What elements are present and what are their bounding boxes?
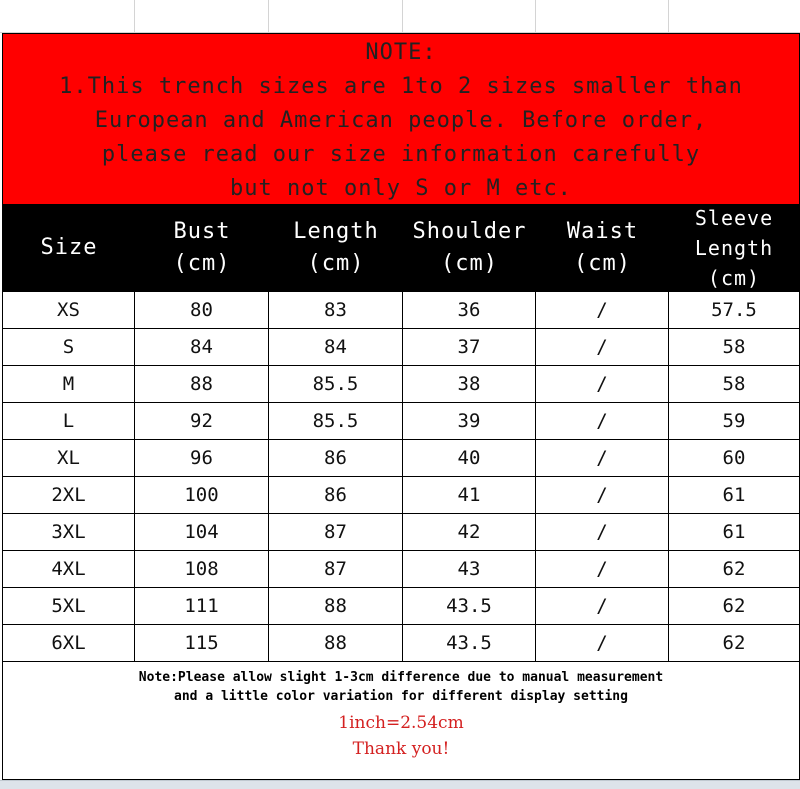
table-row <box>3 588 799 625</box>
table-cell: 61 <box>722 484 746 506</box>
table-cell: 58 <box>722 336 746 358</box>
header-unit: (cm) <box>574 251 631 276</box>
table-cell: 100 <box>135 477 269 513</box>
table-cell: 40 <box>403 440 536 476</box>
header-bust <box>135 204 269 292</box>
header-label: Length <box>293 219 379 244</box>
table-cell: 43.5 <box>403 588 536 624</box>
table-cell: M <box>3 366 135 402</box>
table-cell: / <box>536 403 669 439</box>
table-cell: 62 <box>722 632 746 654</box>
header-unit: (cm) <box>441 251 498 276</box>
header-unit: (cm) <box>307 251 365 276</box>
table-cell: 88 <box>269 588 403 624</box>
table-cell: / <box>536 588 669 624</box>
header-size <box>3 204 135 292</box>
table-cell: 59 <box>722 410 746 432</box>
table-cell: 92 <box>135 403 269 439</box>
table-cell: 43 <box>403 551 536 587</box>
table-cell: 115 <box>135 625 269 661</box>
table-cell: 43.5 <box>403 625 536 661</box>
table-cell: / <box>536 551 669 587</box>
inch-conversion: 1inch=2.54cm <box>338 713 464 733</box>
table-header <box>3 204 799 292</box>
table-cell: 86 <box>269 440 403 476</box>
table-cell: 36 <box>403 292 536 328</box>
footer-note-line: and a little color variation for different display setting <box>174 689 628 704</box>
table-cell: XL <box>3 440 135 476</box>
table-row <box>3 366 799 403</box>
table-cell: L <box>3 403 135 439</box>
table-cell: 39 <box>403 403 536 439</box>
table-cell: 61 <box>722 521 746 543</box>
footer-note-line: Note:Please allow slight 1-3cm difference due to manual measurement <box>138 670 664 685</box>
header-label: Waist <box>566 219 639 244</box>
note-line: but not only S or M etc. <box>230 176 572 201</box>
table-cell: 5XL <box>3 588 135 624</box>
table-cell: 86 <box>269 477 403 513</box>
table-row <box>3 403 799 440</box>
table-row <box>3 329 799 366</box>
table-cell: / <box>536 514 669 550</box>
table-row <box>3 292 799 329</box>
header-shoulder <box>403 204 536 292</box>
header-label: Shoulder <box>412 219 527 244</box>
table-row <box>3 514 799 551</box>
note-title: NOTE: <box>365 40 437 65</box>
footer-notes <box>3 662 799 779</box>
table-cell: 96 <box>135 440 269 476</box>
table-cell: / <box>536 477 669 513</box>
table-cell: 88 <box>269 625 403 661</box>
table-cell: 2XL <box>3 477 135 513</box>
table-cell: 62 <box>722 558 746 580</box>
table-cell: / <box>536 292 669 328</box>
table-cell: 108 <box>135 551 269 587</box>
table-cell: 57.5 <box>711 299 757 321</box>
note-line: please read our size information carefully <box>101 142 701 167</box>
table-cell: 85.5 <box>269 366 403 402</box>
table-cell: / <box>536 625 669 661</box>
table-cell: 80 <box>135 292 269 328</box>
size-chart <box>2 33 800 780</box>
table-cell: 38 <box>403 366 536 402</box>
table-row <box>3 440 799 477</box>
table-cell: / <box>536 366 669 402</box>
table-cell: 58 <box>722 373 746 395</box>
table-cell: XS <box>3 292 135 328</box>
table-row <box>3 625 799 662</box>
header-sleeve-length <box>669 204 799 292</box>
note-line: European and American people. Before order, <box>94 108 708 133</box>
header-unit: (cm) <box>707 266 761 290</box>
table-cell: 87 <box>269 514 403 550</box>
note-line: 1.This trench sizes are 1to 2 sizes smaller than <box>59 74 743 99</box>
table-cell: 62 <box>722 595 746 617</box>
table-cell: 6XL <box>3 625 135 661</box>
header-label: Size <box>40 235 98 260</box>
header-length <box>269 204 403 292</box>
header-waist <box>536 204 669 292</box>
table-cell: / <box>536 440 669 476</box>
window-bottom-strip <box>0 780 800 789</box>
table-cell: 87 <box>269 551 403 587</box>
table-row <box>3 477 799 514</box>
table-cell: 104 <box>135 514 269 550</box>
table-row <box>3 551 799 588</box>
table-cell: 84 <box>135 329 269 365</box>
table-cell: 83 <box>269 292 403 328</box>
table-cell: 37 <box>403 329 536 365</box>
header-label: Length <box>694 236 774 260</box>
table-cell: S <box>3 329 135 365</box>
table-cell: 41 <box>403 477 536 513</box>
table-cell: 84 <box>269 329 403 365</box>
table-cell: 42 <box>403 514 536 550</box>
spreadsheet-gridlines <box>0 0 800 33</box>
table-cell: / <box>536 329 669 365</box>
header-label: Bust <box>173 219 231 244</box>
note-banner <box>3 34 799 204</box>
table-cell: 4XL <box>3 551 135 587</box>
thank-you-text: Thank you! <box>352 739 450 759</box>
table-cell: 85.5 <box>269 403 403 439</box>
header-unit: (cm) <box>173 251 231 276</box>
table-cell: 88 <box>135 366 269 402</box>
table-cell: 3XL <box>3 514 135 550</box>
table-cell: 111 <box>135 588 269 624</box>
header-label: Sleeve <box>694 206 774 230</box>
table-cell: 60 <box>722 447 746 469</box>
